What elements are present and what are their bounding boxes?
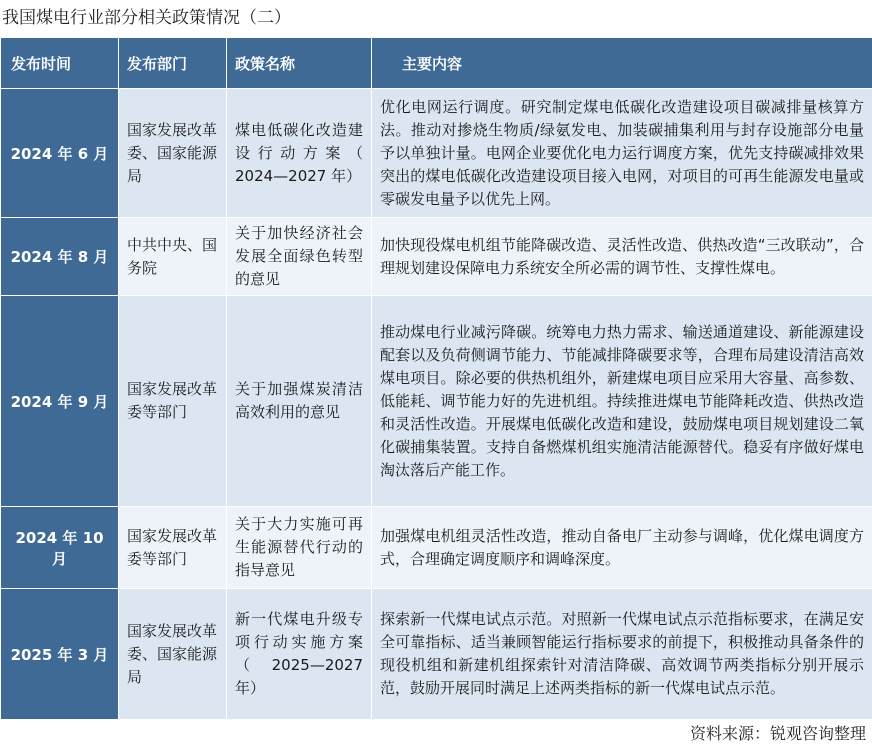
header-content: 主要内容: [372, 38, 872, 89]
row-dept: 国家发展改革委等部门: [119, 507, 227, 589]
table-row: [1, 589, 872, 720]
row-policy-name: 关于大力实施可再生能源替代行动的指导意见: [227, 507, 372, 589]
row-content: 优化电网运行调度。研究制定煤电低碳化改造建设项目碳减排量核算方法。推动对掺烧生物质/绿氨发电、加装碳捕集利用与封存设施部分电量予以单独计量。电网企业要优化电力运行调度方案，优先支持碳减排效果突出的煤电低碳化改造建设项目接入电网，对项目的可再生能源发电量或零碳发电量予以优先上网。: [372, 89, 872, 218]
row-content: 加强煤电机组灵活性改造，推动自备电厂主动参与调峰，优化煤电调度方式，合理确定调度顺序和调峰深度。: [372, 507, 872, 589]
row-date: 2024 年 8 月: [1, 218, 119, 296]
source-note: 资料来源：锐观咨询整理: [689, 724, 866, 743]
header-dept: 发布部门: [119, 38, 227, 89]
policy-table: [0, 37, 872, 720]
header-date: 发布时间: [1, 38, 119, 89]
row-content: 推动煤电行业减污降碳。统筹电力热力需求、输送通道建设、新能源建设配套以及负荷侧调节能力、节能减排降碳要求等，合理布局建设清洁高效煤电项目。除必要的供热机组外，新建煤电项目应采用大容量、高参数、低能耗、调节能力好的先进机组。持续推进煤电节能降耗改造、供热改造和灵活性改造。开展煤电低碳化改造和建设，鼓励煤电项目规划建设二氧化碳捕集装置。支持自备燃煤机组实施清洁能源替代。稳妥有序做好煤电淘汰落后产能工作。: [372, 296, 872, 507]
row-dept: 国家发展改革委、国家能源局: [119, 89, 227, 218]
table-header-row: [1, 38, 872, 89]
table-row: [1, 218, 872, 296]
row-dept: 国家发展改革委等部门: [119, 296, 227, 507]
row-dept: 中共中央、国务院: [119, 218, 227, 296]
header-name: 政策名称: [227, 38, 372, 89]
row-policy-name: 关于加快经济社会发展全面绿色转型的意见: [227, 218, 372, 296]
row-content: 加快现役煤电机组节能降碳改造、灵活性改造、供热改造“三改联动”，合理规划建设保障电力系统安全所必需的调节性、支撑性煤电。: [372, 218, 872, 296]
row-date: 2024 年 10 月: [1, 507, 119, 589]
table-row: [1, 507, 872, 589]
row-policy-name: 关于加强煤炭清洁高效利用的意见: [227, 296, 372, 507]
row-policy-name: 新一代煤电升级专项行动实施方案（2025—2027 年）: [227, 589, 372, 720]
row-dept: 国家发展改革委、国家能源局: [119, 589, 227, 720]
row-date: 2024 年 9 月: [1, 296, 119, 507]
row-content: 探索新一代煤电试点示范。对照新一代煤电试点示范指标要求，在满足安全可靠指标、适当兼顾智能运行指标要求的前提下，积极推动具备条件的现役机组和新建机组探索针对清洁降碳、高效调节两类指标分别开展示范，鼓励开展同时满足上述两类指标的新一代煤电试点示范。: [372, 589, 872, 720]
page-title: 我国煤电行业部分相关政策情况（二）: [2, 8, 291, 28]
row-date: 2025 年 3 月: [1, 589, 119, 720]
table-row: [1, 89, 872, 218]
row-date: 2024 年 6 月: [1, 89, 119, 218]
row-policy-name: 煤电低碳化改造建设行动方案（ 2024—2027 年）: [227, 89, 372, 218]
table-row: [1, 296, 872, 507]
